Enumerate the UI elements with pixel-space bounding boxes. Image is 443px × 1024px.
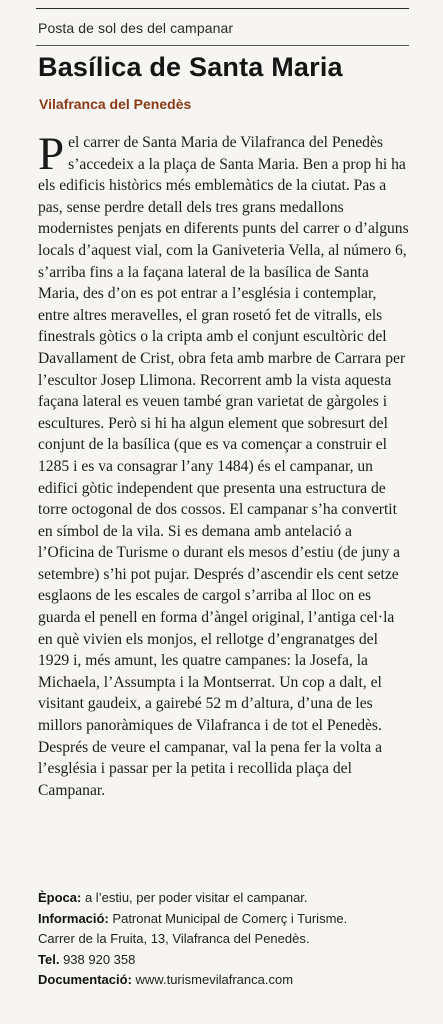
epoca-label: Època:: [38, 890, 82, 905]
kicker-rule: [36, 45, 409, 46]
article-body: [38, 128, 410, 801]
tel-label: Tel.: [38, 951, 60, 967]
top-rule: [36, 8, 409, 9]
informacio-label: Informació:: [38, 910, 109, 926]
info-informacio: [38, 909, 418, 930]
section-kicker: Posta de sol des del campanar: [38, 20, 234, 36]
article-subtitle: Vilafranca del Penedès: [39, 96, 192, 112]
info-tel: [38, 950, 418, 971]
epoca-value: a l’estiu, per poder visitar el campanar.: [84, 890, 308, 905]
tel-value: 938 920 358: [63, 951, 136, 967]
informacio-value: Patronat Municipal de Comerç i Turisme.: [112, 910, 348, 926]
article-body-text: el carrer de Santa Maria de Vilafranca del Penedès s’accedeix a la plaça de Santa Maria. Ben a prop hi ha els edificis històrics més emblemàtics de la ciutat. Pas a pas, sense perdre detall dels tres grans medallons modernistes penjats en diferents punts del carrer o d’alguns locals d’aquest vial, com la Ganiveteria Vella, al número 6, s’arriba fins a la façana lateral de la basílica de Santa Maria, des d’on es pot entrar a l’església i contemplar, entre altres meravelles, el gran rosetó fet de vitralls, els finestrals gòtics o la cripta amb el conjunt escultòric del Davallament de Crist, obra feta amb marbre de Carrara per l’escultor Josep Llimona. Recorrent amb la vista aquesta façana lateral es veuen també gran varietat de gàrgoles i escultures. Però si hi ha algun element que sobresurt del conjunt de la basílica (que es va començar a construir el 1285 i es va consagrar l’any 1484) és el campanar, un edifici gòtic independent que presenta una estructura de torre octogonal de dos cossos. El campanar s’ha convertit en símbol de la vila. Si es demana amb antelació a l’Oficina de Turisme o durant els mesos d’estiu (de juny a setembre) s’hi pot pujar. Després d’ascendir els cent setze esglaons de les escales de cargol s’arriba al lloc on es guarda el penell en forma d’àngel original, l’antiga cel·la en què vivien els monjos, el rellotge d’engranatges del 1929 i, més amunt, les quatre campanes: la Josefa, la Michaela, l’Assumpta i la Montserrat. Un cop a dalt, el visitant gaudeix, a gairebé 52 m d’altura, d’una de les millors panoràmiques de Vilafranca i de tot el Penedès. Després de veure el campanar, val la pena fer la volta a l’església i passar per la petita i recollida plaça del Campanar.: [38, 134, 409, 799]
documentacio-link[interactable]: www.turismevilafranca.com: [135, 972, 294, 987]
info-address: Carrer de la Fruita, 13, Vilafranca del Penedès.: [38, 931, 310, 946]
documentacio-label: Documentació:: [38, 972, 132, 987]
info-box: [38, 888, 418, 991]
article-title: Basílica de Santa Maria: [38, 52, 343, 82]
info-documentacio: [38, 970, 418, 991]
info-epoca: [38, 888, 418, 909]
drop-cap: P: [38, 128, 65, 180]
